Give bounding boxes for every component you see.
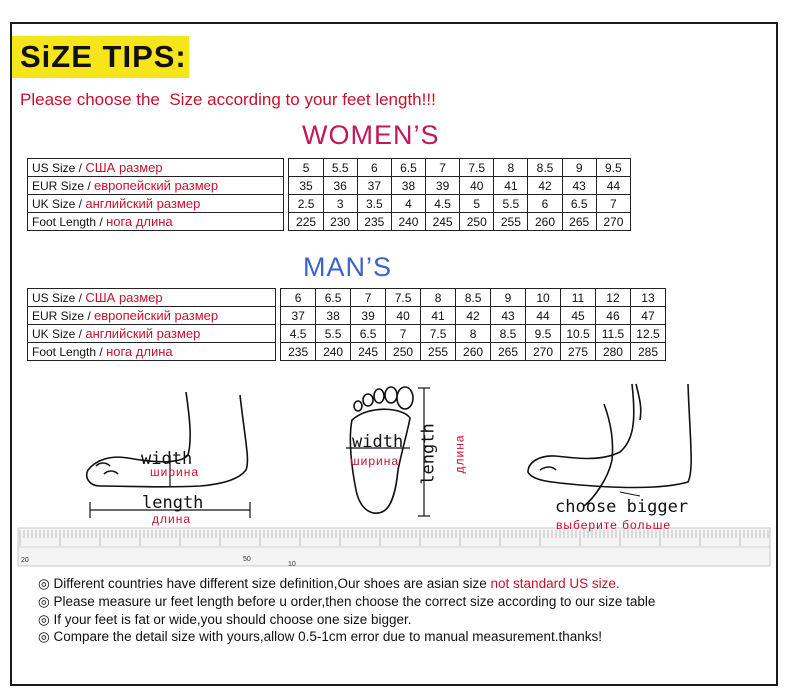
size-cell: 13 <box>630 289 665 307</box>
size-cell: 43 <box>491 307 526 325</box>
size-cell: 275 <box>561 343 596 361</box>
ruler <box>18 528 770 566</box>
row-label-en: UK Size / <box>32 327 86 341</box>
footprint-width-label-ru: ширина <box>350 454 400 468</box>
size-cell: 7.5 <box>460 159 494 177</box>
size-cell: 265 <box>491 343 526 361</box>
size-cell: 225 <box>289 213 323 231</box>
size-cell: 10.5 <box>561 325 596 343</box>
size-cell: 35 <box>289 177 323 195</box>
size-cell: 8.5 <box>528 159 562 177</box>
size-cell: 5.5 <box>494 195 528 213</box>
size-cell: 4.5 <box>426 195 460 213</box>
size-cell: 8 <box>456 325 491 343</box>
size-cell: 8.5 <box>456 289 491 307</box>
size-cell: 7.5 <box>386 289 421 307</box>
size-cell: 7.5 <box>421 325 456 343</box>
size-cell: 46 <box>595 307 630 325</box>
row-label-ru: США размер <box>85 290 163 305</box>
size-cell: 245 <box>351 343 386 361</box>
size-cell: 285 <box>630 343 665 361</box>
size-cell: 39 <box>426 177 460 195</box>
size-cell: 9 <box>491 289 526 307</box>
size-cell: 7 <box>426 159 460 177</box>
size-cell: 39 <box>351 307 386 325</box>
size-cell: 6 <box>528 195 562 213</box>
size-cell: 44 <box>596 177 630 195</box>
side-length-label: length <box>142 493 204 513</box>
side-length-label-ru: длина <box>152 512 192 526</box>
size-cell: 36 <box>323 177 357 195</box>
note-4 <box>38 629 602 645</box>
size-cell: 45 <box>561 307 596 325</box>
size-cell: 250 <box>386 343 421 361</box>
row-label-en: US Size / <box>32 161 86 175</box>
size-cell: 37 <box>281 307 316 325</box>
row-label-ru: нога длина <box>106 344 173 359</box>
ruler-label: 10 <box>288 561 296 568</box>
size-cell: 5 <box>289 159 323 177</box>
size-cell: 43 <box>562 177 596 195</box>
size-cell: 255 <box>494 213 528 231</box>
size-cell: 9 <box>562 159 596 177</box>
size-cell: 42 <box>528 177 562 195</box>
choose-bigger-arrow <box>620 492 640 496</box>
size-cell: 9.5 <box>596 159 630 177</box>
size-cell: 41 <box>421 307 456 325</box>
size-cell: 235 <box>281 343 316 361</box>
size-cell: 12 <box>595 289 630 307</box>
size-cell: 250 <box>460 213 494 231</box>
row-label-ru: нога длина <box>106 214 173 229</box>
row-label-en: EUR Size / <box>32 179 95 193</box>
women-section-title: WOMEN’S <box>302 120 440 150</box>
size-cell: 47 <box>630 307 665 325</box>
size-cell: 5 <box>460 195 494 213</box>
size-cell: 260 <box>456 343 491 361</box>
size-cell: 6.5 <box>562 195 596 213</box>
size-cell: 240 <box>316 343 351 361</box>
size-cell: 230 <box>323 213 357 231</box>
size-cell: 3 <box>323 195 357 213</box>
note-2 <box>38 594 655 610</box>
instruction-text: Please choose the Size according to your feet length!!! <box>20 90 436 109</box>
size-cell: 240 <box>391 213 425 231</box>
row-label-en: Foot Length / <box>32 215 107 229</box>
note-4-text: ◎ Compare the detail size with yours,allow 0.5-1cm error due to manual measurement.thanks! <box>38 629 603 644</box>
size-cell: 6.5 <box>391 159 425 177</box>
note-1 <box>38 576 620 592</box>
footprint-length-label-ru: длина <box>452 434 467 474</box>
size-cell: 9.5 <box>526 325 561 343</box>
size-cell: 270 <box>526 343 561 361</box>
size-cell: 5.5 <box>323 159 357 177</box>
size-cell: 265 <box>562 213 596 231</box>
size-cell: 7 <box>596 195 630 213</box>
size-cell: 4.5 <box>281 325 316 343</box>
size-cell: 7 <box>351 289 386 307</box>
row-label-en: US Size / <box>32 291 86 305</box>
size-cell: 6 <box>281 289 316 307</box>
footprint-length-label: length <box>418 423 439 485</box>
size-cell: 10 <box>526 289 561 307</box>
size-cell: 235 <box>357 213 391 231</box>
size-cell: 38 <box>391 177 425 195</box>
size-cell: 11.5 <box>595 325 630 343</box>
size-cell: 7 <box>386 325 421 343</box>
side-width-label: width <box>141 449 193 469</box>
note-2-text: ◎ Please measure ur feet length before u order,then choose the correct size according to our size table <box>38 594 656 609</box>
size-cell: 8.5 <box>491 325 526 343</box>
size-cell: 38 <box>316 307 351 325</box>
row-label-ru: европейский размер <box>94 308 219 323</box>
note-1-highlight: not standard US size. <box>490 576 620 591</box>
size-cell: 44 <box>526 307 561 325</box>
size-cell: 255 <box>421 343 456 361</box>
row-label-ru: английский размер <box>85 196 201 211</box>
note-1-text: ◎ Different countries have different size definition,Our shoes are asian size <box>38 576 491 591</box>
row-label-ru: США размер <box>85 160 163 175</box>
choose-bigger-label-ru: выберите больше <box>556 518 671 532</box>
size-cell: 5.5 <box>316 325 351 343</box>
size-cell: 2.5 <box>289 195 323 213</box>
size-cell: 260 <box>528 213 562 231</box>
size-cell: 245 <box>426 213 460 231</box>
size-cell: 12.5 <box>630 325 665 343</box>
size-cell: 8 <box>421 289 456 307</box>
size-cell: 42 <box>456 307 491 325</box>
row-label-en: Foot Length / <box>32 345 107 359</box>
size-cell: 6 <box>357 159 391 177</box>
size-cell: 41 <box>494 177 528 195</box>
note-3-text: ◎ If your feet is fat or wide,you should choose one size bigger. <box>38 612 412 627</box>
size-cell: 270 <box>596 213 630 231</box>
note-3 <box>38 612 412 628</box>
size-cell: 6.5 <box>316 289 351 307</box>
side-width-label-ru: ширина <box>150 465 200 479</box>
men-section-title: MAN’S <box>303 252 393 282</box>
row-label-en: UK Size / <box>32 197 86 211</box>
shoe-fit-illustration <box>528 384 691 506</box>
size-cell: 6.5 <box>351 325 386 343</box>
size-cell: 4 <box>391 195 425 213</box>
size-tips-banner: SiZE TIPS: <box>12 36 189 78</box>
row-label-en: EUR Size / <box>32 309 95 323</box>
size-cell: 11 <box>561 289 596 307</box>
footprint-width-label: width <box>352 432 404 452</box>
row-label-ru: европейский размер <box>94 178 219 193</box>
size-cell: 40 <box>460 177 494 195</box>
size-cell: 8 <box>494 159 528 177</box>
size-cell: 280 <box>595 343 630 361</box>
ruler-label: 50 <box>243 556 251 563</box>
ruler-label: 20 <box>21 557 29 564</box>
size-cell: 3.5 <box>357 195 391 213</box>
choose-bigger-label: choose bigger <box>555 497 689 517</box>
row-label-ru: английский размер <box>85 326 201 341</box>
size-cell: 37 <box>357 177 391 195</box>
size-cell: 40 <box>386 307 421 325</box>
